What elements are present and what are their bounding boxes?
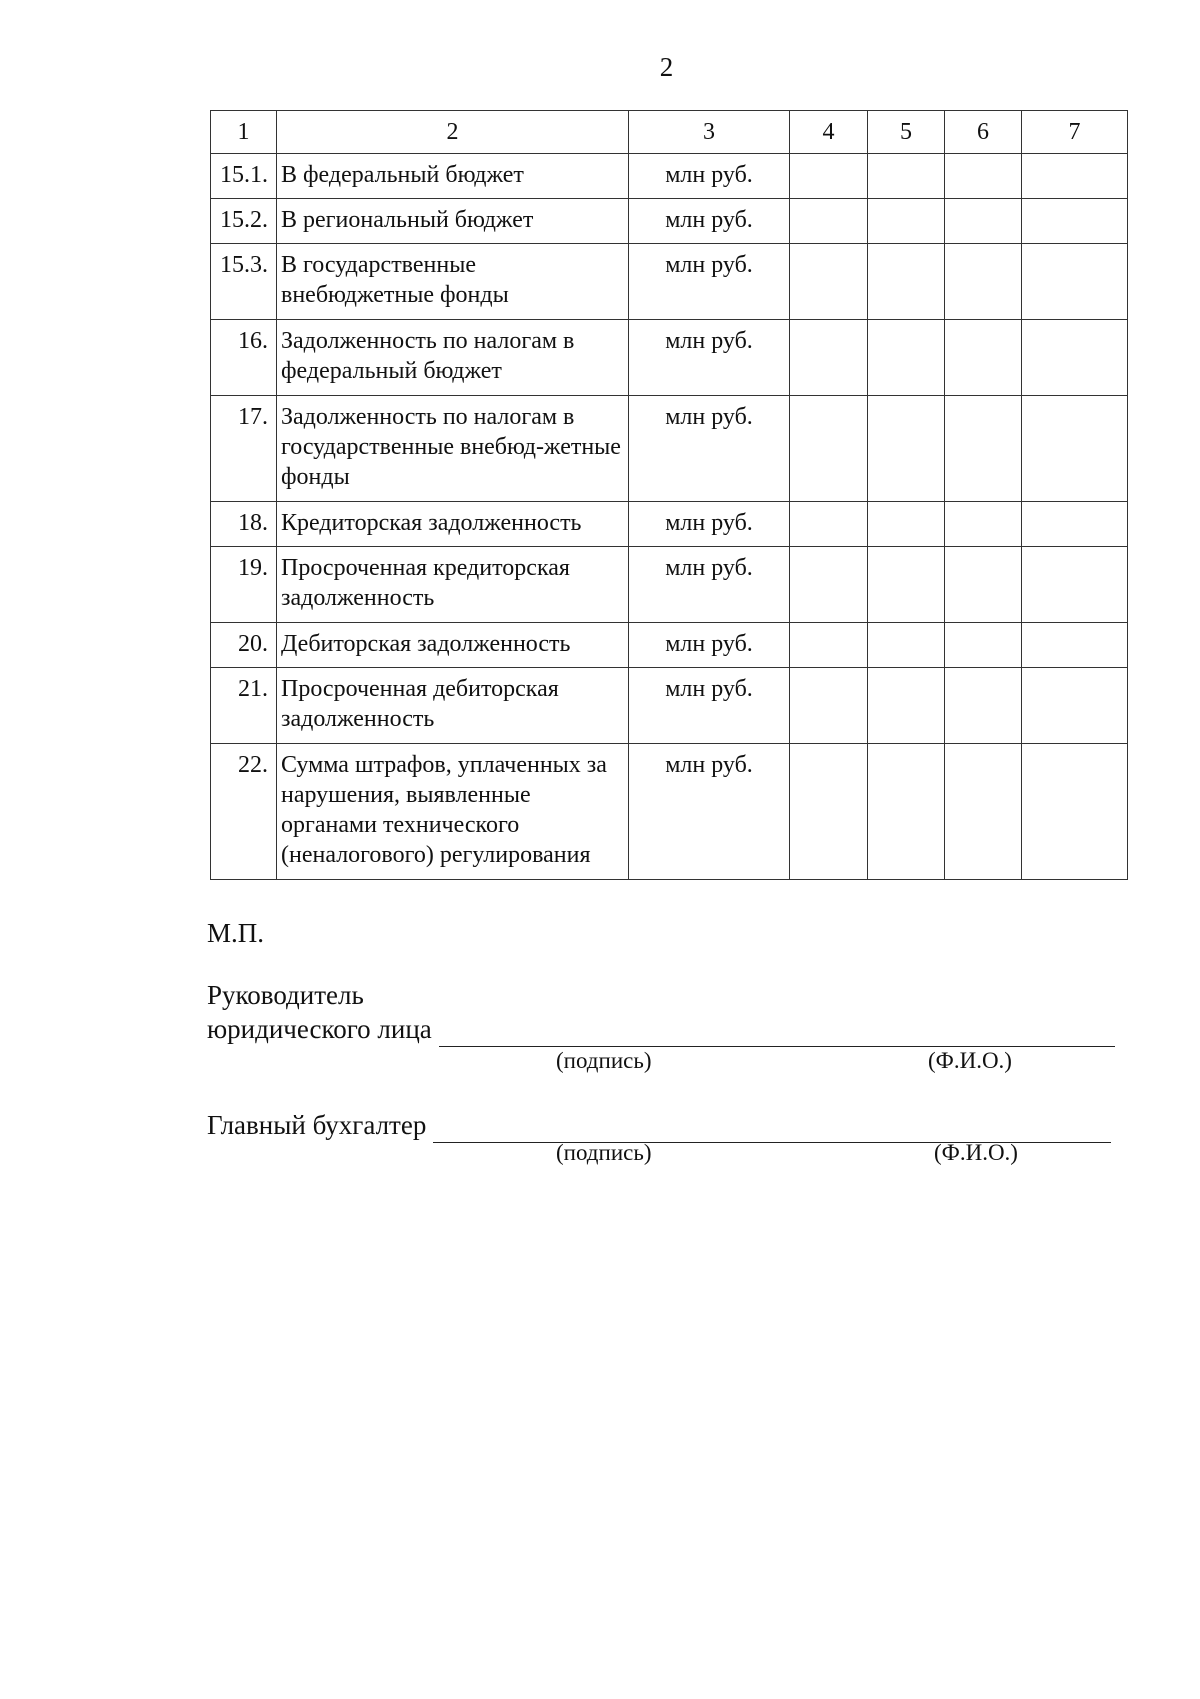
row-unit: млн руб. [629,623,790,668]
value-cell[interactable] [868,244,945,320]
row-number: 15.3. [211,244,277,320]
row-name: Просроченная кредиторская задолженность [277,547,629,623]
row-number: 15.2. [211,199,277,244]
row-unit: млн руб. [629,502,790,547]
value-cell[interactable] [868,744,945,880]
column-header: 1 [211,111,277,154]
value-cell[interactable] [945,396,1022,502]
value-cell[interactable] [945,668,1022,744]
accountant-sign-caption: (подпись) [556,1140,652,1165]
head-name-caption: (Ф.И.О.) [928,1048,1012,1073]
table-row [211,320,1128,396]
row-unit: млн руб. [629,199,790,244]
value-cell[interactable] [790,396,868,502]
table-row [211,547,1128,623]
accountant-name-caption: (Ф.И.О.) [934,1140,1018,1165]
table-row [211,154,1128,199]
row-number: 21. [211,668,277,744]
row-number: 19. [211,547,277,623]
stamp-label: М.П. [207,918,265,948]
value-cell[interactable] [868,199,945,244]
value-cell[interactable] [790,154,868,199]
column-header: 6 [945,111,1022,154]
table-row [211,668,1128,744]
value-cell[interactable] [868,668,945,744]
row-unit: млн руб. [629,154,790,199]
value-cell[interactable] [1022,199,1128,244]
value-cell[interactable] [1022,320,1128,396]
value-cell[interactable] [790,244,868,320]
value-cell[interactable] [1022,502,1128,547]
row-number: 20. [211,623,277,668]
value-cell[interactable] [945,623,1022,668]
row-name: Сумма штрафов, уплаченных за нарушения, выявленные органами технического (неналогового) регулирования [277,744,629,880]
row-name: В государственные внебюджетные фонды [277,244,629,320]
head-signature-field[interactable] [439,1012,1115,1047]
row-unit: млн руб. [629,547,790,623]
value-cell[interactable] [868,623,945,668]
row-unit: млн руб. [629,668,790,744]
value-cell[interactable] [1022,154,1128,199]
value-cell[interactable] [868,320,945,396]
table-header-row [211,111,1128,154]
value-cell[interactable] [790,623,868,668]
row-name: Задолженность по налогам в федеральный бюджет [277,320,629,396]
value-cell[interactable] [945,199,1022,244]
value-cell[interactable] [868,396,945,502]
row-unit: млн руб. [629,320,790,396]
head-title-line1: Руководитель [207,980,364,1010]
head-sign-caption: (подпись) [556,1048,652,1073]
row-name: В федеральный бюджет [277,154,629,199]
value-cell[interactable] [790,744,868,880]
value-cell[interactable] [1022,623,1128,668]
table-row [211,744,1128,880]
table-row [211,623,1128,668]
table-row [211,502,1128,547]
value-cell[interactable] [945,154,1022,199]
accountant-title: Главный бухгалтер [207,1110,427,1140]
row-name: В региональный бюджет [277,199,629,244]
row-number: 15.1. [211,154,277,199]
row-number: 18. [211,502,277,547]
report-table [210,110,1128,880]
row-name: Просроченная дебиторская задолженность [277,668,629,744]
value-cell[interactable] [1022,244,1128,320]
column-header: 3 [629,111,790,154]
value-cell[interactable] [1022,744,1128,880]
table-row [211,396,1128,502]
value-cell[interactable] [868,154,945,199]
value-cell[interactable] [790,547,868,623]
value-cell[interactable] [1022,396,1128,502]
table-row [211,244,1128,320]
value-cell[interactable] [1022,547,1128,623]
column-header: 4 [790,111,868,154]
table-row [211,199,1128,244]
row-number: 22. [211,744,277,880]
value-cell[interactable] [868,547,945,623]
accountant-signature-field[interactable] [433,1108,1111,1143]
value-cell[interactable] [945,502,1022,547]
accountant-signature-block [207,1108,1111,1143]
value-cell[interactable] [945,547,1022,623]
value-cell[interactable] [790,668,868,744]
column-header: 5 [868,111,945,154]
page-number: 2 [659,52,674,82]
value-cell[interactable] [790,199,868,244]
value-cell[interactable] [945,744,1022,880]
row-name: Дебиторская задолженность [277,623,629,668]
row-unit: млн руб. [629,744,790,880]
row-number: 17. [211,396,277,502]
head-title-line2: юридического лица [207,1014,432,1044]
column-header: 7 [1022,111,1128,154]
column-header: 2 [277,111,629,154]
row-name: Задолженность по налогам в государственные внебюд-жетные фонды [277,396,629,502]
value-cell[interactable] [945,244,1022,320]
row-name: Кредиторская задолженность [277,502,629,547]
value-cell[interactable] [790,502,868,547]
head-signature-block [207,978,1115,1047]
value-cell[interactable] [790,320,868,396]
row-unit: млн руб. [629,396,790,502]
row-number: 16. [211,320,277,396]
value-cell[interactable] [1022,668,1128,744]
value-cell[interactable] [945,320,1022,396]
value-cell[interactable] [868,502,945,547]
row-unit: млн руб. [629,244,790,320]
